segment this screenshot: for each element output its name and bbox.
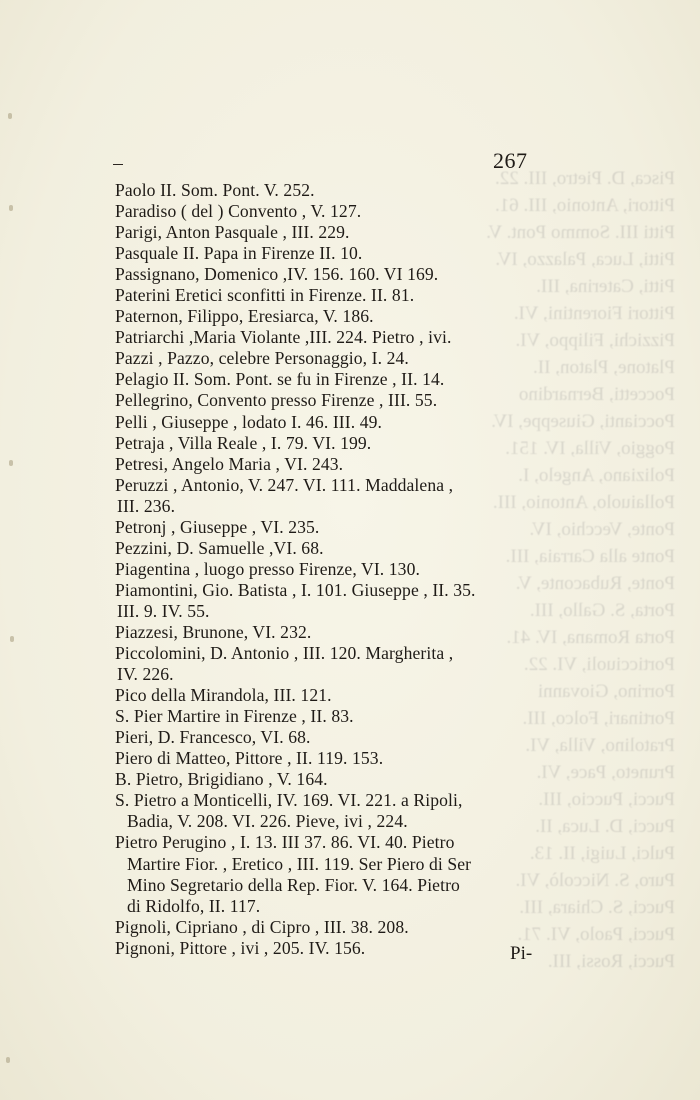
entry-line: Paterini Eretici sconfitti in Firenze. II. 81. (115, 285, 415, 306)
index-entry (115, 622, 565, 643)
entry-line: Pietro Perugino , I. 13. III 37. 86. VI. 40. Pietro (115, 832, 455, 853)
index-entry (115, 559, 565, 580)
entry-line: Pico della Mirandola, III. 121. (115, 685, 332, 706)
entry-line: Passignano, Domenico ,IV. 156. 160. VI 169. (115, 264, 439, 285)
index-entry (115, 517, 565, 538)
page-number: 267 (493, 148, 528, 173)
entry-line: Peruzzi , Antonio, V. 247. VI. 111. Maddalena , (115, 474, 454, 495)
index-entry (115, 748, 565, 769)
entry-line: Parigi, Anton Pasquale , III. 229. (115, 222, 350, 243)
entry-line: Pelagio II. Som. Pont. se fu in Firenze , II. 14. (115, 369, 445, 390)
entry-continuation-line: Martire Fior. , Eretico , III. 119. Ser Piero di Ser (127, 853, 472, 874)
index-entry (115, 306, 565, 327)
entry-line: Petresi, Angelo Maria , VI. 243. (115, 453, 344, 474)
index-entry (115, 685, 565, 706)
entry-line: Pignoni, Pittore , ivi , 205. IV. 156. (115, 937, 366, 958)
index-entry (115, 180, 565, 201)
entry-continuation-line: Badia, V. 208. VI. 226. Pieve, ivi , 224. (127, 811, 408, 832)
paper-speck (9, 205, 13, 211)
entry-line: S. Pietro a Monticelli, IV. 169. VI. 221. a Ripoli, (115, 790, 463, 811)
index-entry (115, 327, 565, 348)
show-through-text: Pisca, D. Pietro, III. 22. Pittori, Antonio, III. 61. Pitti III. Sommo Pont. V. Pitti, Luca, Palazzo, IV. Pitti, Caterina, III. Pittori Fiorentini, VI. Pizzichi, Filippo, VI. Platone, Platon, II. Poccetti, Bernardino Poccianti, Giuseppe, IV. Poggio, Villa, IV. 151. Poliziano, Angelo, I. Pollaiuolo, Antonio, III. Ponte, Vecchio, IV. Ponte alla Carraia, III. Ponte, Rubaconte, V. Porta, S. Gallo, III. Porta Romana, IV. 41. Porticciuoli, VI. 22. Porrino, Giovanni Portinari, Folco, III. Pratolino, Villa, VI. Pruneto, Pace, VI. Pucci, Puccio, III. Pucci, D. Luca, II. Pulci, Luigi, II. 13. Puro, S. Niccolò, VI. Pucci, S. Chiara, III. Pucci, Paolo, VI. 71. Pucci, Rossi, III. (486, 168, 675, 972)
entry-line: Piagentina , luogo presso Firenze, VI. 130. (115, 558, 420, 579)
index-entry (115, 201, 565, 222)
paper-speck (8, 113, 12, 119)
index-entry (115, 475, 565, 517)
entry-line: Paolo II. Som. Pont. V. 252. (115, 180, 315, 200)
index-entry (115, 433, 565, 454)
entry-line: Piccolomini, D. Antonio , III. 120. Margherita , (115, 643, 454, 664)
index-entry (115, 538, 565, 559)
index-entry (115, 790, 565, 832)
index-entry (115, 285, 565, 306)
paper-speck (10, 636, 14, 642)
index-entries (115, 180, 565, 959)
index-entry (115, 706, 565, 727)
index-entry (115, 243, 565, 264)
entry-line: Pignoli, Cipriano , di Cipro , III. 38. 208. (115, 916, 409, 937)
entry-line: Pellegrino, Convento presso Firenze , III. 55. (115, 390, 438, 411)
entry-line: Piero di Matteo, Pittore , II. 119. 153. (115, 748, 384, 769)
entry-line: S. Pier Martire in Firenze , II. 83. (115, 706, 354, 727)
entry-line: Pazzi , Pazzo, celebre Personaggio, I. 24. (115, 348, 409, 369)
entry-continuation-line: III. 236. (117, 495, 176, 516)
index-entry (115, 390, 565, 411)
entry-line: Pasquale II. Papa in Firenze II. 10. (115, 243, 363, 264)
index-entry (115, 832, 565, 916)
index-entry (115, 348, 565, 369)
index-entry (115, 580, 565, 622)
entry-line: B. Pietro, Brigidiano , V. 164. (115, 769, 328, 790)
entry-line: Petronj , Giuseppe , VI. 235. (115, 516, 320, 537)
entry-continuation-line: di Ridolfo, II. 117. (127, 895, 261, 916)
index-entry (115, 264, 565, 285)
paper-speck (6, 1057, 10, 1063)
index-entry (115, 454, 565, 475)
index-entry (115, 938, 565, 959)
entry-line: Petraja , Villa Reale , I. 79. VI. 199. (115, 432, 372, 453)
entry-continuation-line: IV. 226. (117, 664, 174, 685)
index-entry (115, 769, 565, 790)
entry-continuation-line: III. 9. IV. 55. (117, 600, 210, 621)
entry-line: Pelli , Giuseppe , lodato I. 46. III. 49. (115, 411, 382, 432)
entry-continuation-line: Mino Segretario della Rep. Fior. V. 164. Pietro (127, 874, 460, 895)
entry-line: Paradiso ( del ) Convento , V. 127. (115, 201, 362, 222)
paper-speck (9, 460, 13, 466)
index-entry (115, 412, 565, 433)
entry-line: Patriarchi ,Maria Violante ,III. 224. Pietro , ivi. (115, 327, 452, 348)
entry-line: Pieri, D. Francesco, VI. 68. (115, 727, 311, 748)
index-entry (115, 369, 565, 390)
index-entry (115, 727, 565, 748)
index-entry (115, 917, 565, 938)
entry-line: Piazzesi, Brunone, VI. 232. (115, 621, 312, 642)
entry-line: Paternon, Filippo, Eresiarca, V. 186. (115, 306, 374, 327)
catchword: Pi- (510, 943, 533, 964)
index-entry (115, 222, 565, 243)
running-head-mark (113, 164, 123, 165)
entry-line: Piamontini, Gio. Batista , I. 101. Giuseppe , II. 35. (115, 579, 476, 600)
entry-line: Pezzini, D. Samuelle ,VI. 68. (115, 537, 324, 558)
index-entry (115, 643, 565, 685)
